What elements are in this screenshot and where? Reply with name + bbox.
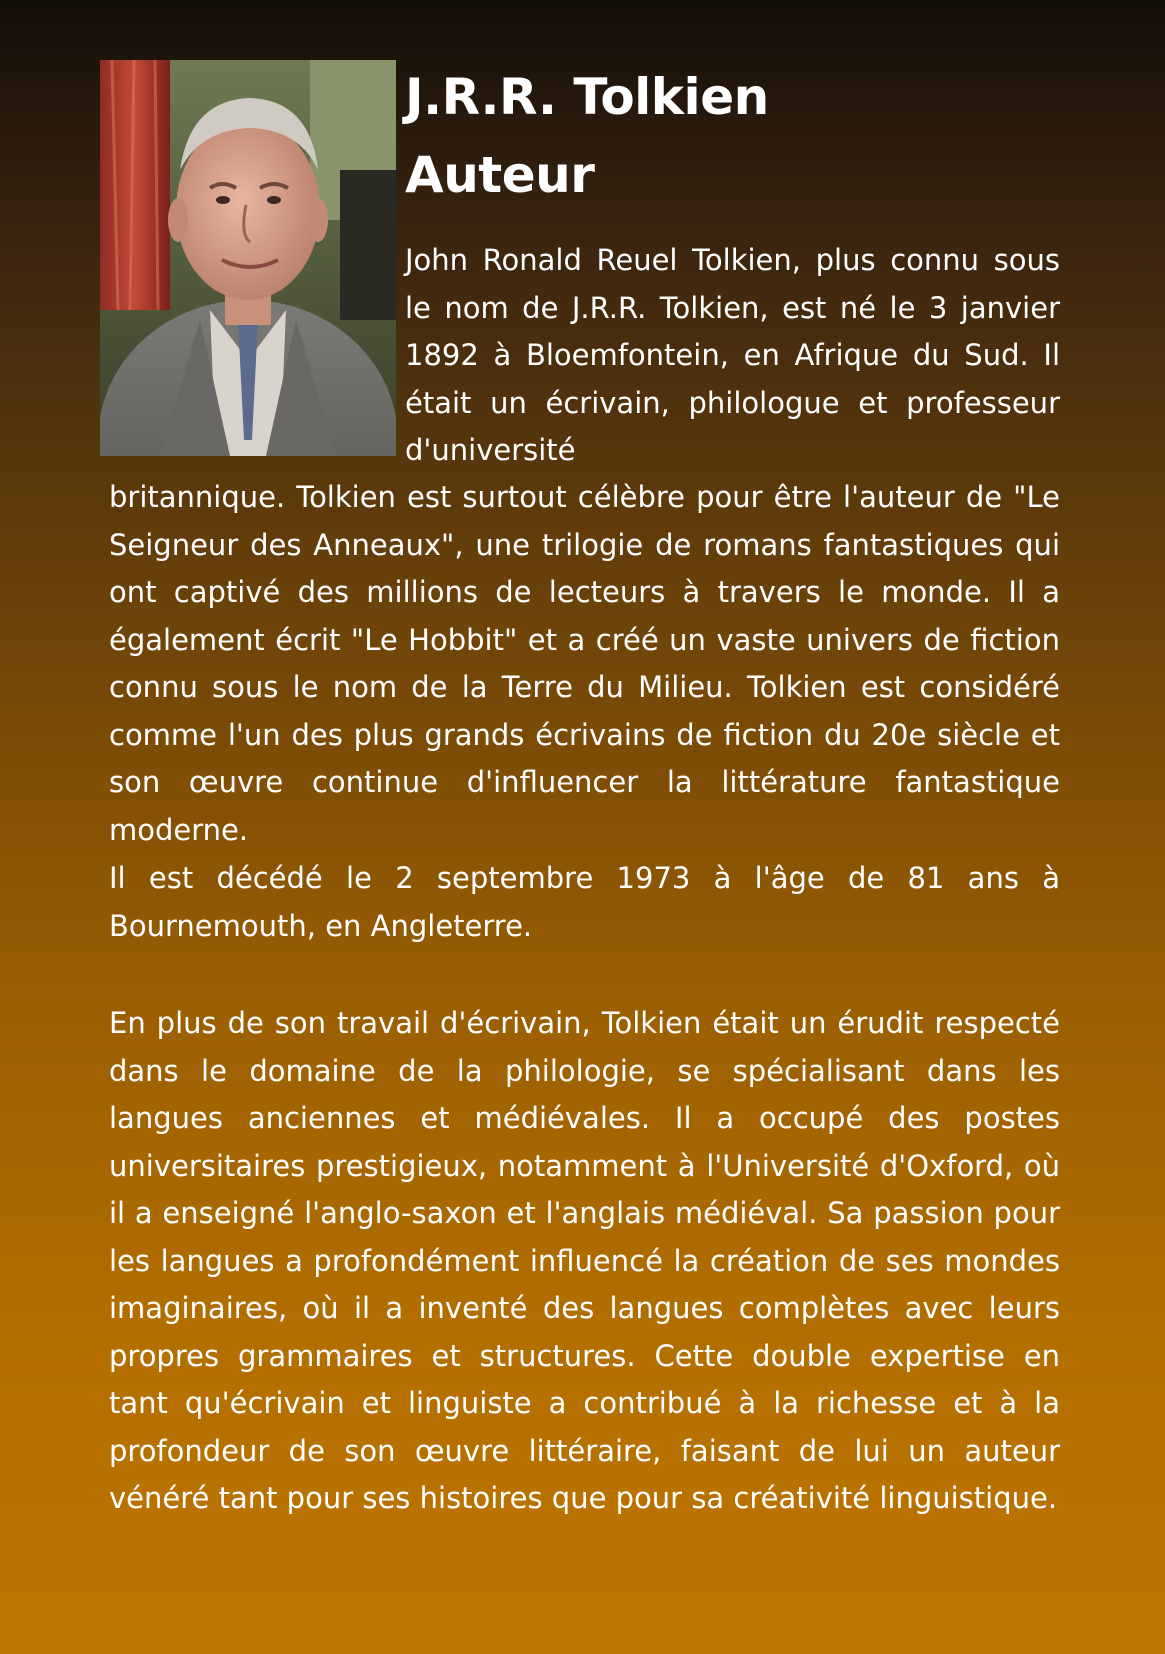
header (405, 58, 1065, 214)
author-portrait-photo (100, 60, 396, 456)
bio-paragraph-philology: En plus de son travail d'écrivain, Tolkien était un érudit respecté dans le domaine de la philologie, se spécialisant dans les langues anciennes et médiévales. Il a occupé des postes universitaires prestigieux, notamment à l'Université d'Oxford, où il a enseigné l'anglo-saxon et l'anglais médiéval. Sa passion pour les langues a profondément influencé la création de ses mondes imaginaires, où il a inventé des langues complètes avec leurs propres grammaires et structures. Cette double expertise en tant qu'écrivain et linguiste a contribué à la richesse et à la profondeur de son œuvre littéraire, faisant de lui un auteur vénéré tant pour ses histoires que pour sa créativité linguistique. (109, 1006, 1060, 1515)
bio-paragraph-intro: John Ronald Reuel Tolkien, plus connu sous le nom de J.R.R. Tolkien, est né le 3 janvier 1892 à Bloemfontein, en Afrique du Sud. Il était un écrivain, philologue et professeur d'université (405, 243, 1060, 467)
author-role: Auteur (405, 146, 595, 204)
author-name: J.R.R. Tolkien (405, 68, 769, 126)
bio-paragraph-death: Il est décédé le 2 septembre 1973 à l'âge de 81 ans à Bournemouth, en Angleterre. (109, 861, 1060, 943)
bio-paragraph-main: britannique. Tolkien est surtout célèbre pour être l'auteur de "Le Seigneur des Anneaux", une trilogie de romans fantastiques qui ont captivé des millions de lecteurs à travers le monde. Il a également écrit "Le Hobbit" et a créé un vaste univers de fiction connu sous le nom de la Terre du Milieu. Tolkien est considéré comme l'un des plus grands écrivains de fiction du 20e siècle et son œuvre continue d'influencer la littérature fantastique moderne. (109, 480, 1060, 847)
